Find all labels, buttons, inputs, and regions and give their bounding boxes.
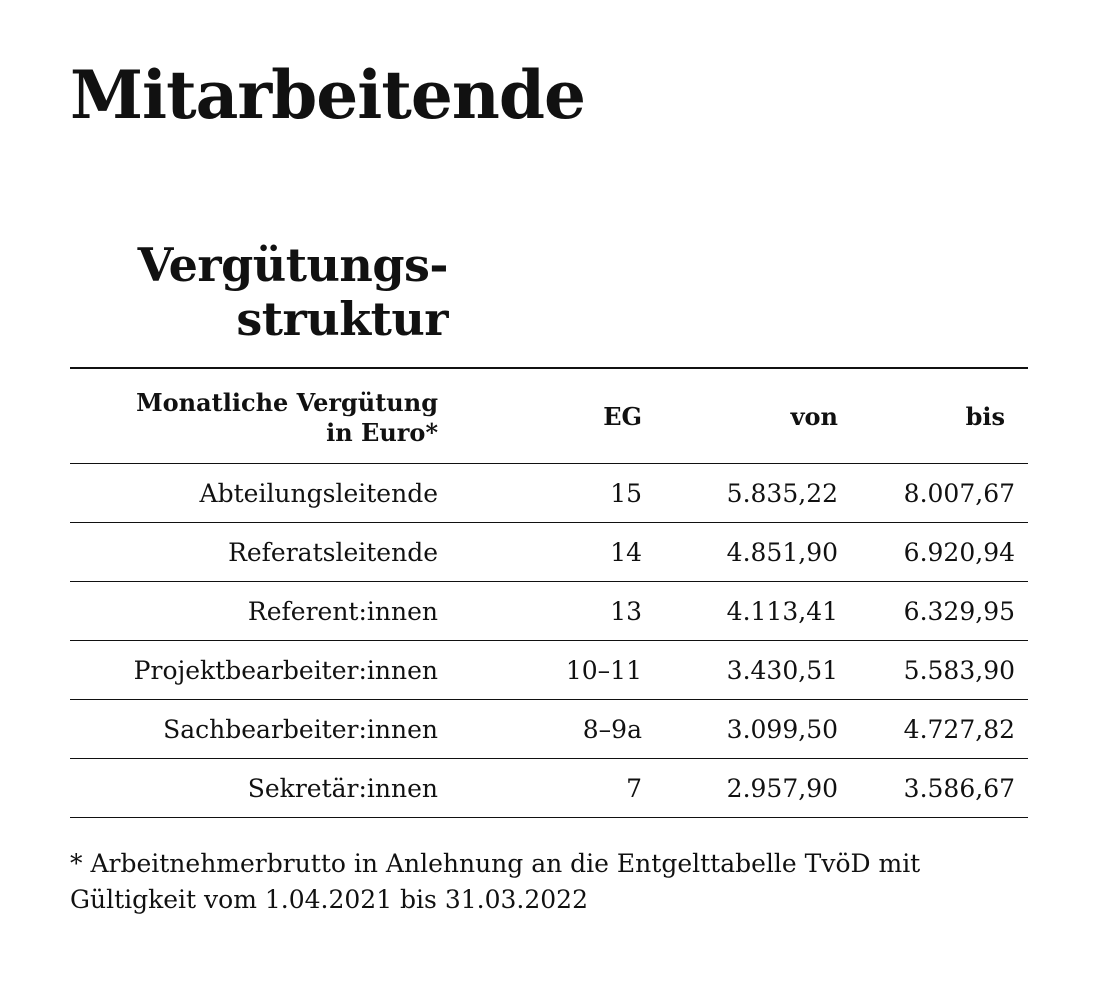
row-eg: 10–11 xyxy=(565,655,642,685)
footnote xyxy=(70,846,1030,918)
table-row xyxy=(70,464,1028,523)
section-title-line-1: Vergütungs- xyxy=(137,238,448,292)
row-label: Referatsleitende xyxy=(228,537,438,567)
header-label xyxy=(70,369,438,465)
header-label-line-2: in Euro* xyxy=(326,418,438,447)
row-label: Sekretär:innen xyxy=(247,773,438,803)
row-bis: 5.583,90 xyxy=(903,655,1015,685)
salary-table xyxy=(70,367,1028,818)
header-von: von xyxy=(790,401,838,431)
header-bis: bis xyxy=(965,401,1005,431)
row-label: Projektbearbeiter:innen xyxy=(133,655,438,685)
table-header-row xyxy=(70,369,1028,464)
row-bis: 3.586,67 xyxy=(903,773,1015,803)
footnote-line-2: Gültigkeit vom 1.04.2021 bis 31.03.2022 xyxy=(70,885,588,914)
row-von: 3.099,50 xyxy=(726,714,838,744)
header-label-line-1: Monatliche Vergütung xyxy=(136,388,438,417)
row-eg: 13 xyxy=(610,596,642,626)
row-eg: 7 xyxy=(626,773,642,803)
table-row xyxy=(70,523,1028,582)
row-label: Referent:innen xyxy=(247,596,438,626)
row-eg: 8–9a xyxy=(582,714,642,744)
section-title xyxy=(70,238,448,346)
row-label: Abteilungsleitende xyxy=(199,478,438,508)
table-row xyxy=(70,582,1028,641)
header-eg: EG xyxy=(603,401,642,431)
row-bis: 8.007,67 xyxy=(903,478,1015,508)
table-row xyxy=(70,700,1028,759)
row-von: 2.957,90 xyxy=(726,773,838,803)
row-bis: 6.920,94 xyxy=(903,537,1015,567)
table-row xyxy=(70,641,1028,700)
row-von: 5.835,22 xyxy=(726,478,838,508)
row-bis: 4.727,82 xyxy=(903,714,1015,744)
row-von: 4.851,90 xyxy=(726,537,838,567)
row-bis: 6.329,95 xyxy=(903,596,1015,626)
row-von: 4.113,41 xyxy=(726,596,838,626)
row-label: Sachbearbeiter:innen xyxy=(163,714,438,744)
table-row xyxy=(70,759,1028,818)
section-title-line-2: struktur xyxy=(236,292,448,346)
page-title: Mitarbeitende xyxy=(70,56,585,134)
row-eg: 15 xyxy=(610,478,642,508)
footnote-line-1: * Arbeitnehmerbrutto in Anlehnung an die Entgelttabelle TvöD mit xyxy=(70,849,921,878)
row-eg: 14 xyxy=(610,537,642,567)
row-von: 3.430,51 xyxy=(726,655,838,685)
